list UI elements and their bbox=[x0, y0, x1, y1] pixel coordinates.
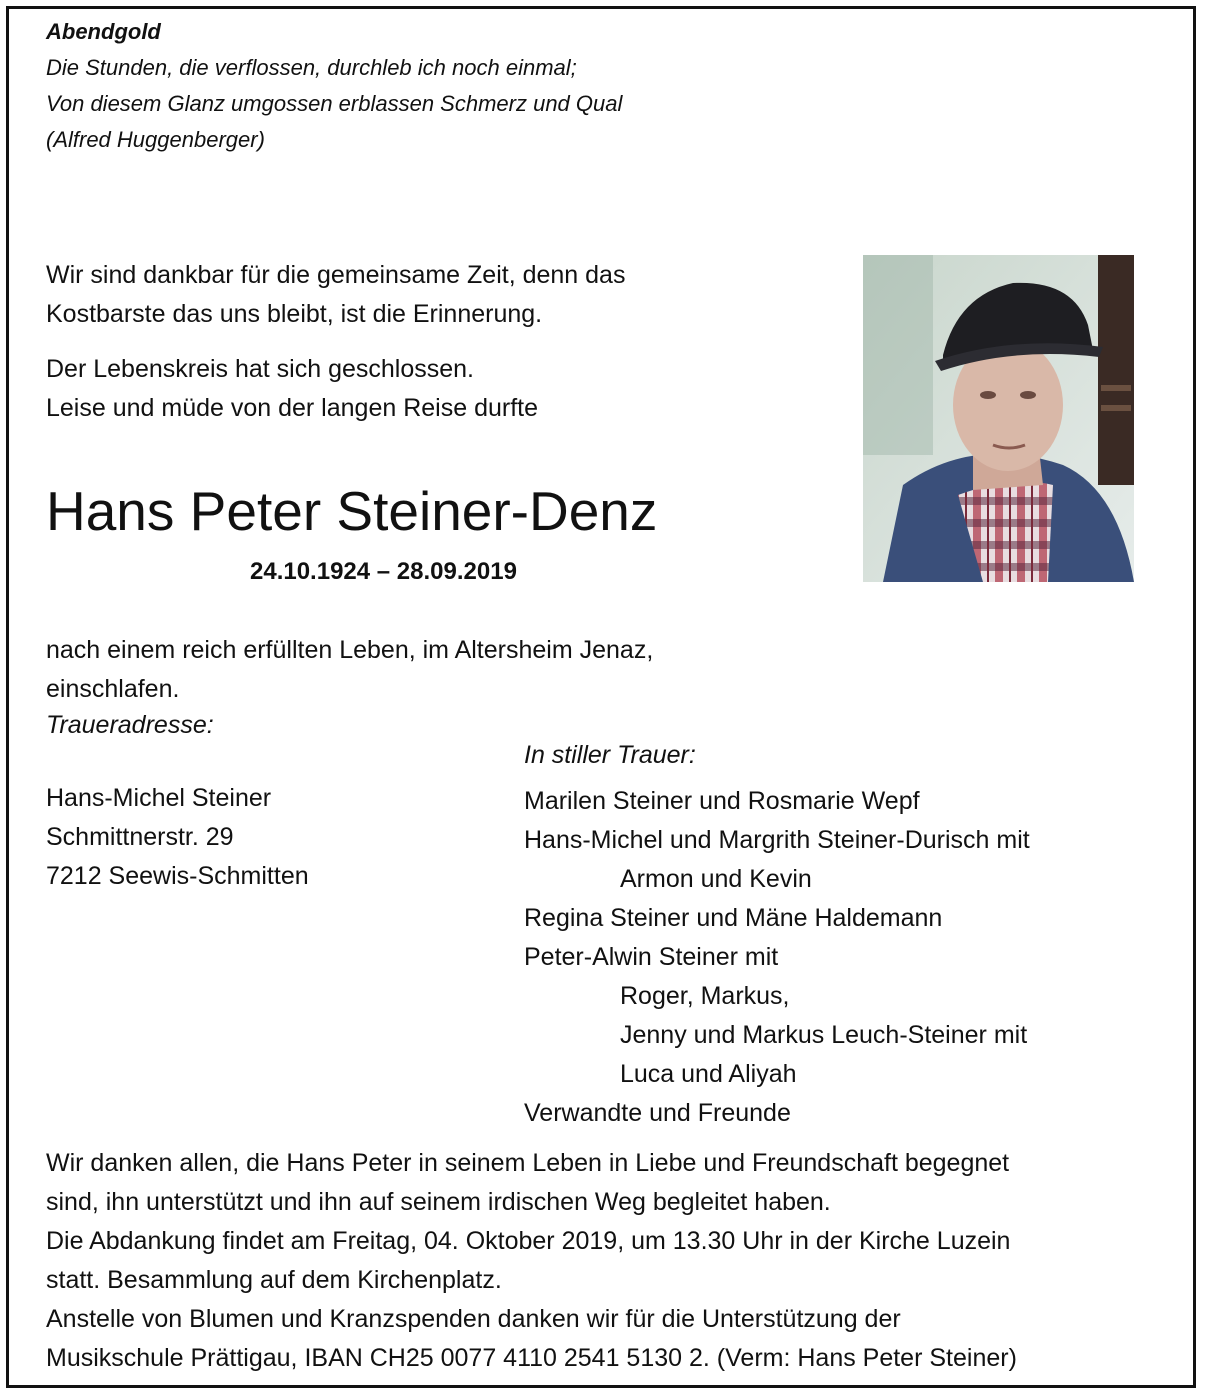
closing-text bbox=[46, 1144, 1017, 1378]
mourner-line: Peter-Alwin Steiner mit bbox=[524, 943, 779, 971]
poem-line: Von diesem Glanz umgossen erblassen Schmerz und Qual bbox=[46, 91, 623, 116]
poem-line: Die Stunden, die verflossen, durchleb ich noch einmal; bbox=[46, 55, 577, 80]
passing-line: einschlafen. bbox=[46, 675, 180, 703]
mourners-list bbox=[524, 782, 1030, 1133]
mourner-line: Armon und Kevin bbox=[620, 865, 812, 893]
mourner-line: Hans-Michel und Margrith Steiner-Durisch mit bbox=[524, 826, 1030, 854]
mourners-heading: In stiller Trauer: bbox=[524, 741, 696, 769]
closing-line: Die Abdankung findet am Freitag, 04. Oktober 2019, um 13.30 Uhr in der Kirche Luzein bbox=[46, 1227, 1011, 1255]
gratitude-line: Wir sind dankbar für die gemeinsame Zeit, denn das bbox=[46, 261, 626, 289]
life-circle-line: Leise und müde von der langen Reise durfte bbox=[46, 394, 538, 422]
gratitude-text bbox=[46, 256, 625, 334]
mourner-line: Luca und Aliyah bbox=[620, 1060, 797, 1088]
poem-author: (Alfred Huggenberger) bbox=[46, 127, 265, 152]
mourner-line: Verwandte und Freunde bbox=[524, 1099, 791, 1127]
poem-title: Abendgold bbox=[46, 19, 161, 44]
passing-line: nach einem reich erfüllten Leben, im Altersheim Jenaz, bbox=[46, 636, 654, 664]
poem bbox=[46, 14, 622, 158]
closing-line: Anstelle von Blumen und Kranzspenden danken wir für die Unterstützung der bbox=[46, 1305, 901, 1333]
address-line: 7212 Seewis-Schmitten bbox=[46, 862, 309, 890]
life-circle-text bbox=[46, 350, 538, 428]
address-line: Hans-Michel Steiner bbox=[46, 784, 272, 812]
mourner-line: Jenny und Markus Leuch-Steiner mit bbox=[620, 1021, 1028, 1049]
deceased-name: Hans Peter Steiner-Denz bbox=[46, 480, 658, 542]
mourning-address bbox=[46, 779, 309, 896]
mourner-line: Marilen Steiner und Rosmarie Wepf bbox=[524, 787, 920, 815]
closing-line: Musikschule Prättigau, IBAN CH25 0077 4110 2541 5130 2. (Verm: Hans Peter Steiner) bbox=[46, 1344, 1017, 1372]
address-line: Schmittnerstr. 29 bbox=[46, 823, 234, 851]
mourner-line: Roger, Markus, bbox=[620, 982, 790, 1010]
mourner-line: Regina Steiner und Mäne Haldemann bbox=[524, 904, 943, 932]
closing-line: Wir danken allen, die Hans Peter in seinem Leben in Liebe und Freundschaft begegnet bbox=[46, 1149, 1010, 1177]
gratitude-line: Kostbarste das uns bleibt, ist die Erinnerung. bbox=[46, 300, 543, 328]
closing-line: statt. Besammlung auf dem Kirchenplatz. bbox=[46, 1266, 502, 1294]
closing-line: sind, ihn unterstützt und ihn auf seinem irdischen Weg begleitet haben. bbox=[46, 1188, 831, 1216]
life-circle-line: Der Lebenskreis hat sich geschlossen. bbox=[46, 355, 475, 383]
passing-text bbox=[46, 631, 653, 709]
address-heading: Traueradresse: bbox=[46, 711, 214, 739]
portrait-photo-image bbox=[863, 255, 1134, 582]
portrait-photo bbox=[863, 255, 1134, 582]
life-dates: 24.10.1924 – 28.09.2019 bbox=[250, 558, 517, 585]
